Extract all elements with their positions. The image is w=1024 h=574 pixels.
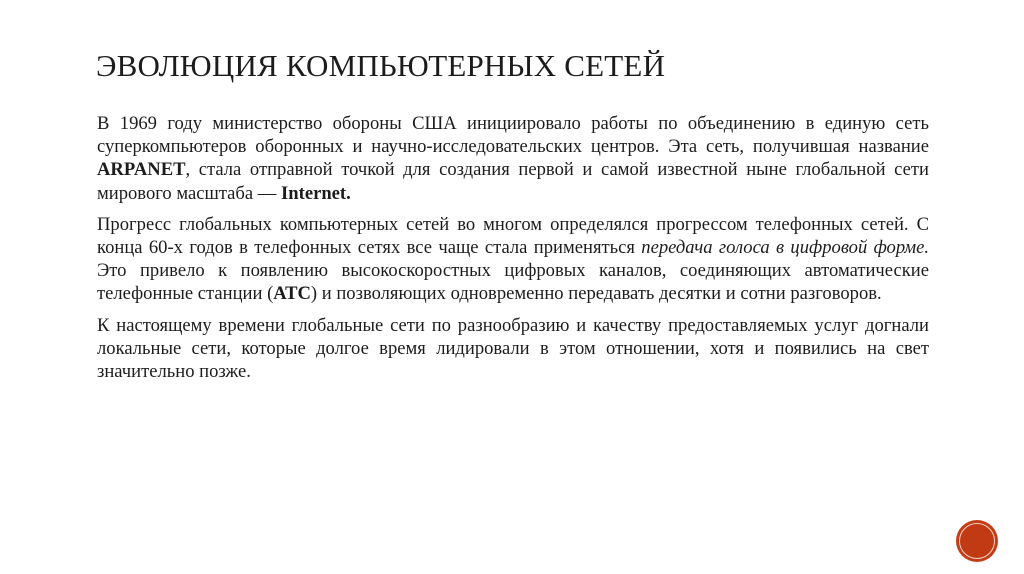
text-segment: ) и позволяющих одновременно передавать десятки и сотни разговоров. (310, 283, 882, 305)
text-segment: В 1969 году министерство обороны США инициировало работы по объединению в единую сеть суперкомпьютеров оборонных и научно-исследовательских центров. Эта сеть, получившая название (97, 113, 929, 158)
paragraph-arpanet (97, 112, 929, 205)
term-internet: Internet. (281, 182, 351, 204)
text-segment: , стала отправной точкой для создания первой и самой известной ныне глобальной сети мирового масштаба — (97, 159, 929, 204)
paragraph-global-vs-local (97, 314, 929, 384)
slide-title: ЭВОЛЮЦИЯ КОМПЬЮТЕРНЫХ СЕТЕЙ (96, 48, 666, 83)
text-segment: К настоящему времени глобальные сети по разнообразию и качеству предоставляемых услуг догнали локальные сети, которые долгое время лидировали в этом отношении, хотя и появились на свет значительно позже. (97, 314, 929, 383)
slide-content (97, 112, 929, 391)
paragraph-telephone-networks (97, 213, 929, 306)
term-ats: АТС (273, 283, 311, 305)
text-segment: Прогресс глобальных компьютерных сетей во многом определялся прогрессом телефонных сетей. С конца 60-х годов в телефонных сетях все чаще стала применяться (97, 213, 929, 259)
text-segment: Это привело к появлению высокоскоростных цифровых каналов, соединяющих автоматические телефонные станции ( (97, 260, 929, 305)
circle-nav-icon[interactable] (959, 523, 995, 559)
term-arpanet: ARPANET (97, 159, 186, 181)
term-digital-voice: передача голоса в цифровой форме. (641, 237, 929, 259)
